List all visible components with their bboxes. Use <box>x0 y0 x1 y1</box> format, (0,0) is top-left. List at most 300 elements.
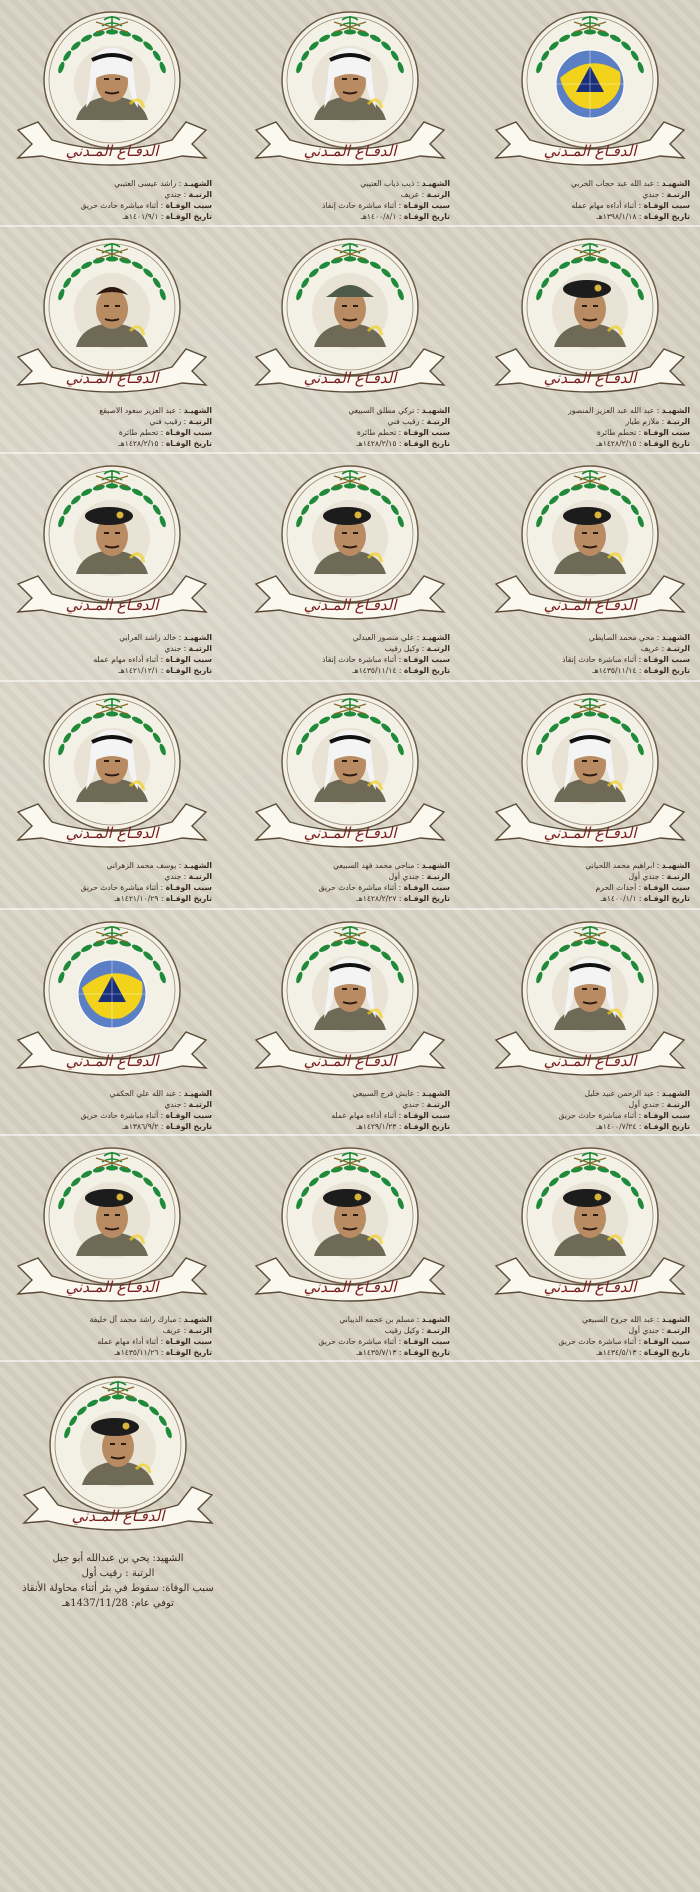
martyr-emblem <box>490 1144 690 1314</box>
martyr-emblem <box>250 918 450 1088</box>
martyr-cause <box>490 882 690 893</box>
emblem-banner-text: الدفـاع المـدني <box>303 369 397 387</box>
martyr-portrait-beret-icon <box>552 273 628 349</box>
martyr-date <box>490 665 690 676</box>
martyr-cause-value: أثناء أداءه مهام عمله <box>331 1111 397 1120</box>
martyr-cause-label: سبب الوفـاة <box>165 883 212 892</box>
martyr-rank <box>250 416 450 427</box>
martyr-cause <box>490 1110 690 1121</box>
martyr-name-value: عبد الله جروح السبيعي <box>582 1315 655 1324</box>
martyr-date <box>12 893 212 904</box>
martyr-rank-value: عريف <box>400 190 420 199</box>
martyr-rank-value: وكيل رقيب <box>384 644 420 653</box>
martyr-cause <box>250 427 450 438</box>
martyr-name-label: الشهيـد <box>421 1315 450 1324</box>
emblem-frame <box>250 690 450 860</box>
martyr-cause <box>12 654 212 665</box>
martyr-cause-line: سبب الوفاة: سقوط في بئر أثناء محاولة الأنقاذ <box>22 1583 214 1594</box>
martyr-name-value: عبد الله علي الحكمي <box>109 1089 177 1098</box>
martyr-card <box>490 690 690 952</box>
martyr-card <box>12 462 212 724</box>
martyr-cause-value: أثناء أداءه مهام عمله <box>571 201 637 210</box>
martyr-name-label: الشهيـد <box>421 406 450 415</box>
martyr-rank <box>490 189 690 200</box>
martyr-info <box>490 860 690 904</box>
martyr-date-label: تاريخ الوفـاة <box>165 439 212 448</box>
separator: : <box>659 1326 667 1335</box>
martyr-cause-label: سبب الوفـاة <box>643 201 690 210</box>
martyr-emblem <box>490 235 690 405</box>
martyr-cause-label: سبب الوفـاة <box>165 1337 212 1346</box>
martyr-portrait-shemagh-icon <box>312 956 388 1032</box>
martyr-date-value: ١٤٣٥/١١/١٤هـ <box>592 666 637 675</box>
martyr-emblem <box>490 918 690 1088</box>
emblem-banner-text: الدفـاع المـدني <box>303 1278 397 1296</box>
martyr-name-value: ابراهيم محمد اللحياني <box>585 861 655 870</box>
martyr-date-label: تاريخ الوفـاة <box>165 1348 212 1357</box>
separator: : <box>654 406 662 415</box>
martyr-name-value: علي منصور العبدلي <box>352 633 415 642</box>
emblem-frame <box>250 235 450 405</box>
martyr-rank-label: الرتبـة <box>666 644 690 653</box>
martyr-portrait-shemagh-icon <box>552 956 628 1032</box>
martyr-date <box>250 1347 450 1358</box>
martyr-name <box>490 860 690 871</box>
emblem-banner-text: الدفـاع المـدني <box>303 1052 397 1070</box>
martyr-rank-value: جندي <box>642 190 660 199</box>
martyr-cause-value: أثناء مباشرة حادث حريق <box>558 1111 637 1120</box>
martyr-cause-label: سبب الوفـاة <box>643 655 690 664</box>
separator: : <box>176 633 184 642</box>
martyr-cause <box>12 427 212 438</box>
martyr-portrait-shemagh-icon <box>74 728 150 804</box>
separator: : <box>158 439 166 448</box>
martyr-info <box>12 860 212 904</box>
emblem-frame <box>250 918 450 1088</box>
martyr-name-line: الشهيد: يحي بن عبدالله أبو جبل <box>52 1553 184 1564</box>
martyr-cause-label: سبب الوفـاة <box>403 655 450 664</box>
martyr-name <box>490 405 690 416</box>
separator: : <box>181 1100 189 1109</box>
martyr-portrait-shemagh-icon <box>74 46 150 122</box>
emblem-frame <box>490 918 690 1088</box>
separator: : <box>659 1100 667 1109</box>
martyr-info <box>490 1088 690 1132</box>
martyr-card <box>250 8 450 270</box>
separator: : <box>396 894 404 903</box>
martyr-date-label: تاريخ الوفـاة <box>403 666 450 675</box>
martyr-date-line: توفي عام: 1437/11/28هـ <box>62 1598 174 1609</box>
martyr-card <box>12 235 212 497</box>
martyr-date <box>12 665 212 676</box>
emblem-frame <box>490 690 690 860</box>
martyr-date-label: تاريخ الوفـاة <box>165 894 212 903</box>
martyr-portrait-cap-icon <box>312 273 388 349</box>
martyr-date <box>490 1121 690 1132</box>
separator: : <box>636 666 644 675</box>
martyr-cause-value: تحطم طائرة <box>118 428 159 437</box>
martyr-date-label: تاريخ الوفـاة <box>403 1122 450 1131</box>
martyr-rank-label: الرتبـة <box>188 1100 212 1109</box>
martyr-name <box>250 405 450 416</box>
martyr-card <box>12 8 212 270</box>
martyr-name-label: الشهيـد <box>183 861 212 870</box>
martyr-emblem <box>490 462 690 632</box>
martyr-rank <box>490 1099 690 1110</box>
martyr-date <box>250 438 450 449</box>
martyr-portrait-beret-icon <box>552 1182 628 1258</box>
martyr-cause-label: سبب الوفـاة <box>165 655 212 664</box>
separator: : <box>414 406 422 415</box>
martyr-cause-value: أثناء مباشرة حادث حريق <box>80 201 159 210</box>
separator: : <box>659 190 667 199</box>
martyr-emblem <box>250 235 450 405</box>
emblem-frame <box>18 1373 218 1543</box>
martyr-card <box>250 1144 450 1406</box>
martyr-date <box>490 893 690 904</box>
martyr-card <box>490 8 690 270</box>
separator: : <box>414 1315 422 1324</box>
separator: : <box>654 1315 662 1324</box>
separator: : <box>636 1348 644 1357</box>
emblem-frame <box>12 235 212 405</box>
separator: : <box>636 894 644 903</box>
martyr-date <box>250 211 450 222</box>
martyr-portrait-beret-icon <box>74 500 150 576</box>
martyr-rank <box>250 871 450 882</box>
martyr-date <box>250 893 450 904</box>
martyr-rank-label: الرتبـة <box>188 417 212 426</box>
martyr-cause-label: سبب الوفـاة <box>403 1337 450 1346</box>
emblem-banner-text: الدفـاع المـدني <box>303 824 397 842</box>
emblem-banner-text: الدفـاع المـدني <box>543 824 637 842</box>
separator: : <box>396 428 404 437</box>
martyr-rank-value: رقيب فني <box>387 417 420 426</box>
martyr-emblem <box>490 690 690 860</box>
emblem-banner-text: الدفـاع المـدني <box>65 1052 159 1070</box>
emblem-banner-text: الدفـاع المـدني <box>71 1507 165 1525</box>
martyr-date-value: ١٤٣٥/١١/٢٦هـ <box>114 1348 159 1357</box>
martyr-emblem <box>12 918 212 1088</box>
separator: : <box>396 1111 404 1120</box>
martyr-rank-value: جندي <box>402 1100 420 1109</box>
martyr-cause-value: أثناء مباشرة حادث إنقاذ <box>322 655 397 664</box>
separator: : <box>158 1122 166 1131</box>
martyr-card <box>250 690 450 952</box>
martyr-date <box>12 438 212 449</box>
separator: : <box>636 1111 644 1120</box>
martyr-cause-value: أثناء مباشرة حادث حريق <box>318 1337 397 1346</box>
separator: : <box>396 212 404 221</box>
separator: : <box>396 439 404 448</box>
martyr-card <box>250 462 450 724</box>
separator: : <box>654 633 662 642</box>
martyr-name-value: مبارك راشد محمد آل خليفة <box>89 1315 177 1324</box>
martyr-name-label: الشهيـد <box>183 1089 212 1098</box>
separator: : <box>176 1089 184 1098</box>
separator: : <box>176 1315 184 1324</box>
separator: : <box>659 872 667 881</box>
martyr-card <box>250 918 450 1180</box>
martyr-info <box>490 1314 690 1358</box>
martyr-date-value: ١٤٠٠/١/١هـ <box>600 894 637 903</box>
martyr-date-label: تاريخ الوفـاة <box>643 666 690 675</box>
separator: : <box>181 644 189 653</box>
martyr-cause-label: سبب الوفـاة <box>165 428 212 437</box>
martyr-rank <box>12 871 212 882</box>
martyr-cause <box>250 1336 450 1347</box>
separator: : <box>419 644 427 653</box>
martyr-rank <box>250 189 450 200</box>
separator: : <box>419 417 427 426</box>
martyr-cause <box>490 654 690 665</box>
martyr-date <box>250 1121 450 1132</box>
separator: : <box>636 1337 644 1346</box>
martyr-info <box>18 1551 218 1611</box>
separator: : <box>414 179 422 188</box>
civil-defense-logo-icon <box>556 50 624 118</box>
martyr-cause <box>12 1336 212 1347</box>
separator: : <box>419 1100 427 1109</box>
martyr-cause-label: سبب الوفـاة <box>643 1111 690 1120</box>
martyr-date <box>12 1121 212 1132</box>
martyr-emblem <box>250 1144 450 1314</box>
martyr-cause-label: سبب الوفـاة <box>165 1111 212 1120</box>
separator: : <box>158 212 166 221</box>
martyr-portrait-beret-icon <box>552 500 628 576</box>
separator: : <box>158 894 166 903</box>
martyr-rank-label: الرتبـة <box>666 872 690 881</box>
martyr-date-value: ١٣٨٦/٩/٢هـ <box>122 1122 159 1131</box>
separator: : <box>636 428 644 437</box>
martyr-date-label: تاريخ الوفـاة <box>403 1348 450 1357</box>
martyr-name-value: عايش فرج السبيعي <box>352 1089 415 1098</box>
separator: : <box>158 1348 166 1357</box>
martyr-rank <box>12 1099 212 1110</box>
martyr-name-label: الشهيـد <box>661 861 690 870</box>
martyr-rank-value: جندي <box>164 190 182 199</box>
martyr-rank-label: الرتبـة <box>188 644 212 653</box>
martyr-date <box>490 438 690 449</box>
emblem-banner-text: الدفـاع المـدني <box>303 142 397 160</box>
martyr-name-label: الشهيـد <box>661 406 690 415</box>
martyr-date-value: ١٤٣٥/١١/١٤هـ <box>352 666 397 675</box>
separator: : <box>636 1122 644 1131</box>
martyr-rank-label: الرتبـة <box>426 644 450 653</box>
martyr-rank-value: جندي أول <box>628 1326 660 1335</box>
martyr-rank-value: رقيب فني <box>149 417 182 426</box>
martyr-cause-value: أثناء مباشرة حادث حريق <box>80 883 159 892</box>
martyr-date-label: تاريخ الوفـاة <box>165 212 212 221</box>
separator: : <box>181 190 189 199</box>
martyr-name <box>12 405 212 416</box>
emblem-banner-text: الدفـاع المـدني <box>543 369 637 387</box>
separator: : <box>659 417 667 426</box>
martyr-date-value: ١٤٠٠/٧/٢٤هـ <box>596 1122 637 1131</box>
martyr-card <box>490 462 690 724</box>
separator: : <box>396 1348 404 1357</box>
martyr-emblem <box>18 1373 218 1543</box>
martyr-cause <box>250 882 450 893</box>
martyr-portrait-shemagh-icon <box>312 728 388 804</box>
separator: : <box>419 1326 427 1335</box>
separator: : <box>414 1089 422 1098</box>
martyr-date-label: تاريخ الوفـاة <box>643 894 690 903</box>
martyr-name-label: الشهيـد <box>183 406 212 415</box>
martyr-cause <box>12 1110 212 1121</box>
emblem-frame <box>250 8 450 178</box>
martyr-cause-label: سبب الوفـاة <box>643 1337 690 1346</box>
martyr-rank-value: جندي <box>164 1100 182 1109</box>
martyr-name-label: الشهيـد <box>183 179 212 188</box>
martyr-date-value: ١٤٢١/١٠/٢٩هـ <box>114 894 159 903</box>
separator: : <box>636 655 644 664</box>
separator: : <box>659 644 667 653</box>
martyr-info <box>250 1314 450 1358</box>
martyr-date-label: تاريخ الوفـاة <box>165 1122 212 1131</box>
separator: : <box>181 417 189 426</box>
martyr-name <box>490 178 690 189</box>
martyr-date-label: تاريخ الوفـاة <box>403 894 450 903</box>
martyr-info <box>12 1088 212 1132</box>
martyr-name <box>250 860 450 871</box>
martyr-name <box>12 178 212 189</box>
martyr-name <box>250 632 450 643</box>
emblem-banner-text: الدفـاع المـدني <box>543 1278 637 1296</box>
martyr-date-value: ١٤٢٩/١/٢٣هـ <box>356 1122 397 1131</box>
emblem-banner-text: الدفـاع المـدني <box>543 596 637 614</box>
martyr-cause-label: سبب الوفـاة <box>403 1111 450 1120</box>
martyr-emblem <box>12 235 212 405</box>
martyr-cause <box>12 200 212 211</box>
martyr-date-value: ١٤٢١/١٢/١هـ <box>118 666 159 675</box>
martyr-date-label: تاريخ الوفـاة <box>643 1122 690 1131</box>
martyr-rank-label: الرتبـة <box>426 190 450 199</box>
martyr-name-label: الشهيـد <box>661 1089 690 1098</box>
emblem-banner-text: الدفـاع المـدني <box>543 142 637 160</box>
separator: : <box>636 201 644 210</box>
martyr-name-label: الشهيـد <box>661 1315 690 1324</box>
separator: : <box>158 1111 166 1120</box>
martyr-rank <box>250 643 450 654</box>
martyr-cause-label: سبب الوفـاة <box>403 428 450 437</box>
martyr-cause-label: سبب الوفـاة <box>403 883 450 892</box>
martyr-name <box>490 632 690 643</box>
martyr-info <box>490 178 690 222</box>
martyr-cause-value: أثناء أداء مهام عمله <box>97 1337 159 1346</box>
martyr-rank-value: ملازم طيار <box>625 417 660 426</box>
martyr-name-value: مسلم بن عجمه الذيباني <box>339 1315 415 1324</box>
separator: : <box>636 883 644 892</box>
martyr-date-value: ١٤٣٤/٥/١٣هـ <box>596 1348 637 1357</box>
separator: : <box>176 861 184 870</box>
martyr-rank-label: الرتبـة <box>426 1100 450 1109</box>
separator: : <box>158 666 166 675</box>
martyr-rank-label: الرتبـة <box>426 872 450 881</box>
martyr-name-label: الشهيـد <box>661 179 690 188</box>
martyr-rank <box>12 189 212 200</box>
martyr-date-value: ١٣٩٨/١/١٨هـ <box>596 212 637 221</box>
martyr-rank <box>490 643 690 654</box>
martyr-name-value: ذيب ذياب العتيبي <box>360 179 415 188</box>
martyr-cause-value: أحداث الحرم <box>595 883 637 892</box>
martyr-portrait-icon <box>74 273 150 349</box>
martyr-emblem <box>12 8 212 178</box>
martyr-rank-value: جندي أول <box>628 872 660 881</box>
martyr-name-value: عبد العزيز سعود الاصيقع <box>99 406 177 415</box>
martyr-name-label: الشهيـد <box>421 179 450 188</box>
martyr-card <box>12 690 212 952</box>
martyr-rank-label: الرتبـة <box>426 417 450 426</box>
martyr-emblem <box>250 8 450 178</box>
martyr-rank-label: الرتبـة <box>666 1100 690 1109</box>
martyr-name <box>250 1314 450 1325</box>
martyr-rank-value: جندي أول <box>388 872 420 881</box>
martyr-cause-value: أثناء مباشرة حادث إنقاذ <box>322 201 397 210</box>
martyr-name-value: تركي مطلق السبيعي <box>348 406 415 415</box>
martyr-cause-label: سبب الوفـاة <box>643 883 690 892</box>
martyr-rank <box>12 1325 212 1336</box>
martyr-cause-value: تحطم طائرة <box>596 428 637 437</box>
martyr-cause <box>250 654 450 665</box>
separator: : <box>654 1089 662 1098</box>
separator: : <box>158 428 166 437</box>
separator: : <box>396 655 404 664</box>
martyr-date-value: ١٤٢٨/٢/١٥هـ <box>356 439 397 448</box>
separator: : <box>419 190 427 199</box>
martyr-rank-value: جندي أول <box>628 1100 660 1109</box>
martyr-name-value: يوسف محمد الزهراني <box>106 861 177 870</box>
martyr-rank <box>12 643 212 654</box>
emblem-frame <box>490 235 690 405</box>
emblem-frame <box>250 462 450 632</box>
separator: : <box>158 883 166 892</box>
martyr-rank <box>490 416 690 427</box>
martyr-cause-value: تحطم طائرة <box>356 428 397 437</box>
martyr-emblem <box>12 462 212 632</box>
martyr-cause <box>250 200 450 211</box>
separator: : <box>654 179 662 188</box>
martyr-cause <box>490 1336 690 1347</box>
emblem-frame <box>12 690 212 860</box>
martyr-cause-label: سبب الوفـاة <box>643 428 690 437</box>
martyr-date-label: تاريخ الوفـاة <box>403 439 450 448</box>
martyr-name <box>12 1314 212 1325</box>
martyr-card <box>490 235 690 497</box>
martyr-date-value: ١٤٢٨/٢/١٥هـ <box>118 439 159 448</box>
separator: : <box>396 883 404 892</box>
separator: : <box>636 212 644 221</box>
martyr-info <box>250 860 450 904</box>
martyr-cause <box>250 1110 450 1121</box>
martyr-rank-value: جندي <box>164 872 182 881</box>
emblem-banner-text: الدفـاع المـدني <box>303 596 397 614</box>
separator: : <box>419 872 427 881</box>
martyr-name-label: الشهيـد <box>421 633 450 642</box>
martyr-card <box>250 235 450 497</box>
martyr-cause-value: أثناء مباشرة حادث حريق <box>80 1111 159 1120</box>
martyr-info <box>12 178 212 222</box>
separator: : <box>396 1337 404 1346</box>
separator: : <box>636 439 644 448</box>
martyr-date <box>490 1347 690 1358</box>
martyr-card <box>12 918 212 1180</box>
martyr-name-value: عبد الرحمن عبيد خليل <box>584 1089 655 1098</box>
martyr-date-label: تاريخ الوفـاة <box>643 1348 690 1357</box>
emblem-banner-text: الدفـاع المـدني <box>65 824 159 842</box>
martyr-rank-value: عريف <box>640 644 660 653</box>
civil-defense-logo-icon <box>78 960 146 1028</box>
